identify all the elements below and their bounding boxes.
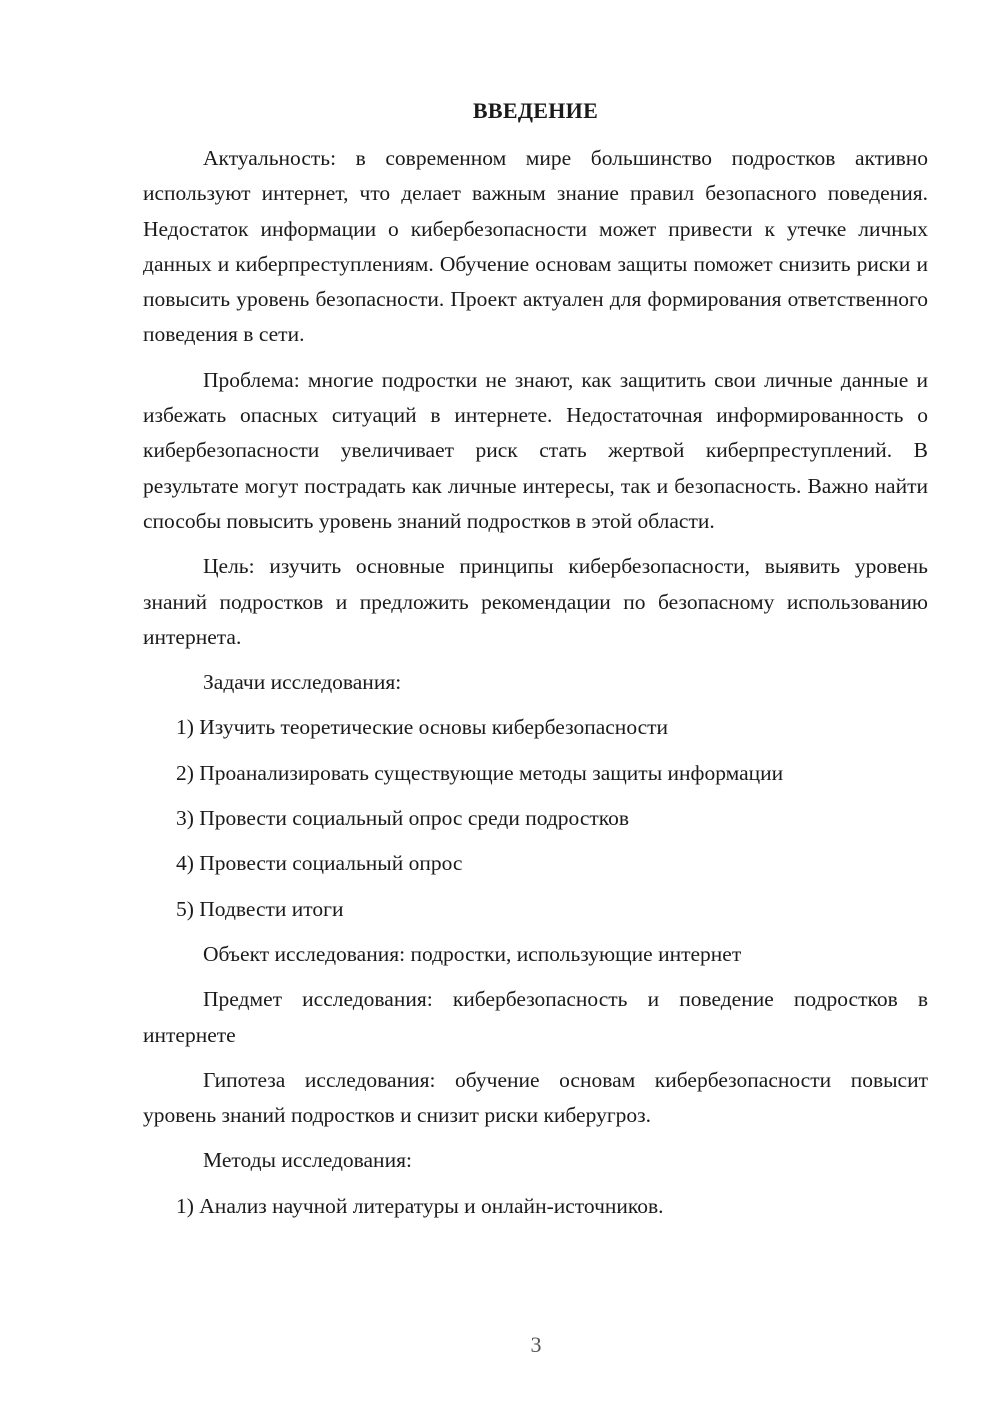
section-title: ВВЕДЕНИЕ xyxy=(472,98,599,123)
goal-paragraph: Цель: изучить основные принципы кибербезопасности, выявить уровень знаний подростков и предложить рекомендации по безопасному использованию интернета. xyxy=(143,554,928,649)
task-item-1: 1) Изучить теоретические основы кибербезопасности xyxy=(176,715,669,740)
task-item-4: 4) Провести социальный опрос xyxy=(176,851,463,876)
hypothesis-paragraph: Гипотеза исследования: обучение основам кибербезопасности повысит уровень знаний подростков и снизит риски киберугроз. xyxy=(143,1067,928,1128)
methods-label: Методы исследования: xyxy=(203,1148,412,1173)
object-paragraph: Объект исследования: подростки, использующие интернет xyxy=(203,941,742,966)
method-item-1: 1) Анализ научной литературы и онлайн-источников. xyxy=(176,1193,664,1218)
problem-paragraph: Проблема: многие подростки не знают, как защитить свои личные данные и избежать опасных ситуаций в интернете. Недостаточная информированность о кибербезопасности увеличивает риск стать жертвой киберпреступлений. В результате могут пострадать как личные интересы, так и безопасность. Важно найти способы повысить уровень знаний подростков в этой области. xyxy=(143,367,928,533)
task-item-3: 3) Провести социальный опрос среди подростков xyxy=(176,806,630,831)
task-item-2: 2) Проанализировать существующие методы защиты информации xyxy=(176,760,784,785)
task-item-5: 5) Подвести итоги xyxy=(176,896,344,921)
page-number: 3 xyxy=(530,1332,542,1357)
relevance-paragraph: Актуальность: в современном мире большинство подростков активно используют интернет, что делает важным знание правил безопасного поведения. Недостаток информации о кибербезопасности может привести к утечке личных данных и киберпреступлениям. Обучение основам защиты поможет снизить риски и повысить уровень безопасности. Проект актуален для формирования ответственного поведения в сети. xyxy=(143,146,928,347)
tasks-label: Задачи исследования: xyxy=(203,670,402,695)
document-body xyxy=(143,141,928,1234)
subject-paragraph: Предмет исследования: кибербезопасность и поведение подростков в интернете xyxy=(143,987,928,1047)
